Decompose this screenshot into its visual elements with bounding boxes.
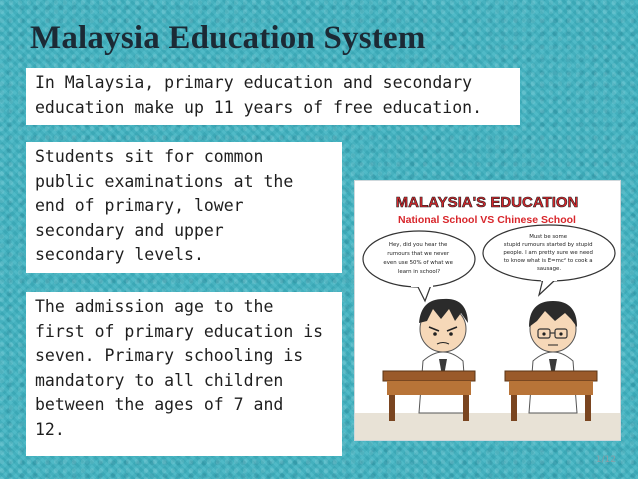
text-line: mandatory to all children (35, 370, 284, 390)
comic-headline: MALAYSIA'S EDUCATION (395, 194, 579, 211)
text-line: end of primary, lower (35, 196, 244, 215)
text-line: first of primary education is (35, 321, 324, 341)
text-line: education make up 11 years of free education. (35, 97, 483, 117)
text-line: secondary levels. (35, 245, 204, 264)
speech-bubble-right (483, 225, 615, 295)
comic-illustration (354, 180, 621, 441)
text-line: 12. (35, 419, 65, 439)
student-left (419, 299, 468, 413)
admission-text-box (26, 292, 342, 456)
bubble-line: sausage. (536, 266, 562, 272)
bubble-line: stupid rumours started by stupid (503, 242, 593, 248)
bubble-line: people. I am pretty sure we need (503, 250, 593, 256)
text-line: In Malaysia, primary education and secondary (35, 73, 473, 92)
bubble-line: Must be some (529, 234, 568, 240)
text-line: public examinations at the (35, 171, 294, 191)
text-line: The admission age to the (35, 297, 274, 316)
slide-title: Malaysia Education System (30, 20, 426, 56)
page-number: 1/12 (595, 455, 616, 465)
text-line: seven. Primary schooling is (35, 346, 304, 365)
text-line: secondary and upper (35, 220, 224, 240)
examinations-text-box (26, 142, 342, 273)
intro-text-box (26, 68, 520, 125)
text-line: Students sit for common (35, 147, 264, 166)
bubble-line: to know what is E=mc² to cook a (503, 258, 593, 264)
bubble-line: learn in school? (397, 269, 441, 275)
bubble-line: Hey, did you hear the (388, 242, 448, 248)
text-line: between the ages of 7 and (35, 395, 284, 414)
bubble-line: even use 50% of what we (383, 260, 453, 266)
speech-bubble-left (363, 231, 475, 301)
comic-subheadline: National School VS Chinese School (398, 214, 576, 226)
bubble-line: rumours that we never (387, 251, 450, 257)
student-right (529, 301, 577, 413)
